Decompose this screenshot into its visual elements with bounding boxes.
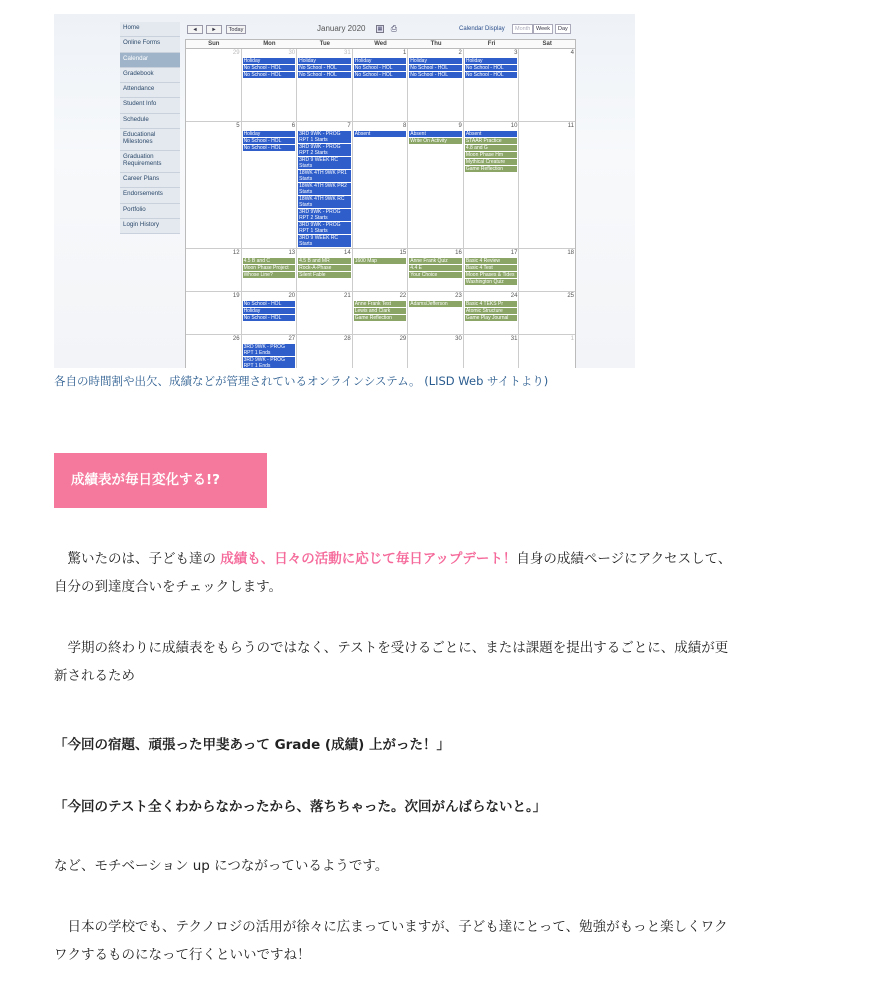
day-number: 24 bbox=[510, 293, 518, 299]
calendar-event[interactable]: Mythical Creature bbox=[465, 159, 518, 165]
day-cell[interactable] bbox=[464, 249, 520, 291]
calendar-event[interactable]: Atomic Structure bbox=[465, 308, 518, 314]
calendar-event[interactable]: Basic 4 TEKS Pr bbox=[465, 301, 518, 307]
day-number: 3 bbox=[514, 50, 518, 56]
calendar-toolbar bbox=[185, 22, 576, 39]
calendar-event[interactable]: No School - HOL bbox=[354, 65, 407, 71]
day-cell[interactable] bbox=[186, 292, 242, 334]
weekday-label: Mon bbox=[263, 41, 276, 47]
day-number: 12 bbox=[232, 250, 240, 256]
sidebar-item-graduation-requirements[interactable]: Graduation Requirements bbox=[120, 151, 180, 173]
calendar-event[interactable]: Game Reflection bbox=[354, 315, 407, 321]
day-number: 7 bbox=[347, 123, 351, 129]
sidebar-item-portfolio[interactable]: Portfolio bbox=[120, 204, 180, 219]
calendar-event[interactable]: Absent bbox=[354, 131, 407, 137]
calendar-event[interactable]: 3RD 9WK - PROG RPT 1 Ends bbox=[243, 357, 296, 368]
day-number: 1 bbox=[570, 336, 574, 342]
calendar-event[interactable]: No School - HOL bbox=[465, 72, 518, 78]
sidebar-item-endorsements[interactable]: Endorsements bbox=[120, 188, 180, 203]
calendar-event[interactable]: 3RD 9WK - PROG RPT 2 Starts bbox=[298, 144, 351, 156]
day-number: 4 bbox=[570, 50, 574, 56]
day-cell[interactable] bbox=[519, 122, 575, 248]
calendar-icon[interactable]: ▦ bbox=[377, 26, 383, 32]
calendar-event[interactable]: Moon Phase Project bbox=[243, 265, 296, 271]
day-cell[interactable] bbox=[242, 335, 298, 368]
calendar-event[interactable]: 18WK 4TH 9WK RC Starts bbox=[298, 196, 351, 208]
calendar-event[interactable]: 3RD 9WK - PROG RPT 1 Starts bbox=[298, 222, 351, 234]
today-button[interactable]: Today bbox=[226, 25, 246, 34]
calendar-event[interactable]: 3RD 9WK - PROG RPT 2 Starts bbox=[298, 209, 351, 221]
calendar-event[interactable]: No School - HOL bbox=[409, 65, 462, 71]
calendar-event[interactable]: Absent bbox=[409, 131, 462, 137]
calendar-event[interactable]: 18WK 4TH 9WK PR2 Starts bbox=[298, 183, 351, 195]
day-cell[interactable] bbox=[186, 335, 242, 368]
sidebar-item-gradebook[interactable]: Gradebook bbox=[120, 68, 180, 83]
print-icon[interactable]: ⎙ bbox=[390, 24, 398, 33]
calendar-event[interactable]: 4.5 B and MR bbox=[298, 258, 351, 264]
calendar-event[interactable]: Holiday bbox=[298, 58, 351, 64]
day-number: 13 bbox=[288, 250, 296, 256]
calendar-event[interactable]: No School - HOL bbox=[243, 65, 296, 71]
day-number: 15 bbox=[399, 250, 407, 256]
day-number: 10 bbox=[510, 123, 518, 129]
day-number: 1 bbox=[402, 50, 407, 56]
day-number: 30 bbox=[455, 336, 462, 342]
day-cell[interactable] bbox=[297, 335, 353, 368]
paragraph-2 bbox=[54, 634, 844, 690]
paragraph-1-end: 自身の成績ページにアクセスして、 bbox=[516, 551, 732, 567]
quote-2: 「今回のテスト全くわからなかったから、落ちちゃった。次回がんばらないと。」 bbox=[54, 799, 547, 815]
calendar-event[interactable]: 4.4 E bbox=[409, 265, 462, 271]
sidebar-item-calendar[interactable]: Calendar bbox=[120, 53, 180, 68]
calendar-event[interactable]: No School - HOL bbox=[465, 65, 518, 71]
calendar-event[interactable]: No School - HOL bbox=[243, 138, 296, 144]
day-number: 22 bbox=[399, 293, 407, 299]
calendar-event[interactable]: No School - HOL bbox=[243, 315, 296, 321]
sidebar-item-educational-milestones[interactable]: Educational Milestones bbox=[120, 129, 180, 151]
weekday-label: Thu bbox=[430, 41, 442, 47]
calendar-event[interactable]: Anne Frank Test bbox=[354, 301, 407, 307]
day-number: 17 bbox=[510, 250, 518, 256]
calendar-event[interactable]: 4.8 and G bbox=[465, 145, 518, 151]
calendar-event[interactable]: Your Choice bbox=[409, 272, 462, 278]
day-number: 11 bbox=[567, 123, 574, 129]
calendar-event[interactable]: STAAR Practice bbox=[465, 138, 518, 144]
paragraph-2-line-2: 新されるため bbox=[54, 668, 135, 684]
calendar-event[interactable]: Basic 4 Test bbox=[465, 265, 518, 271]
day-number: 23 bbox=[455, 293, 462, 299]
calendar-event[interactable]: 18WK 4TH 9WK PR1 Starts bbox=[298, 170, 351, 182]
sidebar-item-login-history[interactable]: Login History bbox=[120, 219, 180, 234]
section-heading: 成績表が毎日変化する!? bbox=[54, 453, 267, 508]
sidebar-item-attendance[interactable]: Attendance bbox=[120, 83, 180, 98]
day-cell[interactable] bbox=[186, 249, 242, 291]
calendar-event[interactable]: Write On Activity bbox=[409, 138, 462, 144]
day-number: 20 bbox=[288, 293, 296, 299]
day-cell[interactable] bbox=[242, 292, 298, 334]
day-number: 27 bbox=[288, 336, 296, 342]
day-cell[interactable] bbox=[186, 49, 242, 121]
calendar-event[interactable]: 3RD 9 WEEK RC Starts bbox=[298, 157, 351, 169]
paragraph-4 bbox=[54, 913, 844, 969]
calendar-display-link[interactable]: Calendar Display bbox=[459, 26, 505, 32]
calendar-event[interactable]: No School - HOL bbox=[298, 65, 351, 71]
weekday-label: Fri bbox=[487, 41, 496, 47]
calendar-event[interactable]: Silent Fable bbox=[298, 272, 351, 278]
day-cell[interactable] bbox=[464, 49, 520, 121]
sidebar-item-schedule[interactable]: Schedule bbox=[120, 114, 180, 129]
day-cell[interactable] bbox=[408, 335, 464, 368]
calendar bbox=[185, 22, 576, 368]
day-cell[interactable] bbox=[519, 292, 575, 334]
day-number: 29 bbox=[232, 50, 240, 56]
day-number: 18 bbox=[567, 250, 574, 256]
calendar-event[interactable]: Holiday bbox=[243, 131, 296, 137]
paragraph-1-start: 驚いたのは、子ども達の bbox=[54, 551, 221, 567]
sidebar-item-career-plans[interactable]: Career Plans bbox=[120, 173, 180, 188]
day-cell[interactable] bbox=[242, 249, 298, 291]
calendar-event[interactable]: 3RD 9WK - PROG RPT 1 Starts bbox=[298, 131, 351, 143]
calendar-event[interactable]: Rock-A-Phase bbox=[298, 265, 351, 271]
day-cell[interactable] bbox=[297, 249, 353, 291]
calendar-event[interactable]: No School - HOL bbox=[354, 72, 407, 78]
calendar-event[interactable]: No School - HOL bbox=[243, 72, 296, 78]
week-row bbox=[186, 249, 575, 292]
day-cell[interactable] bbox=[353, 335, 409, 368]
sidebar-item-home[interactable]: Home bbox=[120, 22, 180, 37]
calendar-event[interactable]: Basic 4 Review bbox=[465, 258, 518, 264]
week-row bbox=[186, 122, 575, 249]
day-number: 26 bbox=[232, 336, 240, 342]
day-number: 16 bbox=[455, 250, 462, 256]
calendar-event[interactable]: Washington Quiz bbox=[465, 279, 518, 285]
calendar-event[interactable]: No School - HOL bbox=[243, 145, 296, 151]
day-cell[interactable] bbox=[408, 249, 464, 291]
day-number: 5 bbox=[236, 123, 240, 129]
day-number: 28 bbox=[344, 336, 351, 342]
month-view-button[interactable]: Month bbox=[512, 24, 533, 34]
image-caption: 各自の時間割や出欠、成績などが管理されているオンラインシステム。 (LISD Web サイトより) bbox=[54, 374, 549, 388]
paragraph-3: など、モチベーション up につながっているようです。 bbox=[54, 858, 389, 874]
calendar-event[interactable]: Holiday bbox=[354, 58, 407, 64]
weekday-label: Wed bbox=[374, 41, 387, 47]
day-number: 21 bbox=[344, 293, 351, 299]
week-row bbox=[186, 335, 575, 368]
weekday-label: Sun bbox=[208, 41, 220, 47]
weekday-header bbox=[185, 39, 576, 48]
day-number: 25 bbox=[567, 293, 574, 299]
week-row bbox=[186, 49, 575, 122]
day-number: 9 bbox=[458, 123, 462, 129]
day-cell[interactable] bbox=[408, 292, 464, 334]
day-cell[interactable] bbox=[519, 335, 575, 368]
day-cell[interactable] bbox=[297, 292, 353, 334]
day-cell[interactable] bbox=[519, 49, 575, 121]
day-cell[interactable] bbox=[297, 49, 353, 121]
paragraph-1 bbox=[54, 545, 844, 601]
calendar-event[interactable]: Whose Line? bbox=[243, 272, 296, 278]
calendar-event[interactable]: Holiday bbox=[243, 308, 296, 314]
day-number: 14 bbox=[344, 250, 351, 256]
day-cell[interactable] bbox=[297, 122, 353, 248]
day-cell[interactable] bbox=[186, 122, 242, 248]
day-cell[interactable] bbox=[464, 292, 520, 334]
calendar-title: January 2020 bbox=[317, 24, 366, 33]
day-number: 30 bbox=[288, 50, 296, 56]
day-number: 31 bbox=[344, 50, 351, 56]
day-cell[interactable] bbox=[242, 122, 298, 248]
highlight-text: 成績も、日々の活動に応じて毎日アップデート！ bbox=[220, 551, 517, 567]
calendar-event[interactable]: Absent bbox=[465, 131, 518, 137]
calendar-event[interactable]: Lewis and Clark bbox=[354, 308, 407, 314]
day-cell[interactable] bbox=[408, 49, 464, 121]
calendar-event[interactable]: No School - HOL bbox=[243, 301, 296, 307]
sidebar-item-student-info[interactable]: Student Info bbox=[120, 98, 180, 113]
calendar-event[interactable]: No School - HOL bbox=[409, 72, 462, 78]
quote-1: 「今回の宿題、頑張った甲斐あって Grade (成績) 上がった！」 bbox=[54, 737, 450, 753]
day-number: 19 bbox=[232, 293, 240, 299]
day-number: 29 bbox=[399, 336, 407, 342]
paragraph-2-line-1: 学期の終わりに成績表をもらうのではなく、テストを受けるごとに、または課題を提出するごとに、成績が更 bbox=[54, 640, 729, 656]
month-grid bbox=[185, 48, 576, 368]
day-cell[interactable] bbox=[353, 49, 409, 121]
lisd-calendar-screenshot bbox=[54, 14, 635, 368]
calendar-event[interactable]: Holiday bbox=[243, 58, 296, 64]
day-number: 31 bbox=[510, 336, 518, 342]
weekday-label: Sat bbox=[542, 41, 552, 47]
calendar-event[interactable]: Game Play Journal bbox=[465, 315, 518, 321]
day-cell[interactable] bbox=[353, 122, 409, 248]
calendar-event[interactable]: Moon Phases & Tides bbox=[465, 272, 518, 278]
day-cell[interactable] bbox=[408, 122, 464, 248]
paragraph-4-line-2: ワクするものになって行くといいですね！ bbox=[54, 947, 311, 963]
day-cell[interactable] bbox=[464, 335, 520, 368]
week-view-button[interactable]: Week bbox=[533, 24, 553, 34]
day-number: 8 bbox=[402, 123, 407, 129]
day-cell[interactable] bbox=[353, 292, 409, 334]
calendar-event[interactable]: 3RD 9WK - PROG RPT 1 Ends bbox=[243, 344, 296, 356]
day-number: 2 bbox=[458, 50, 462, 56]
week-row bbox=[186, 292, 575, 335]
calendar-event[interactable]: Moon Phase Hm bbox=[465, 152, 518, 158]
prev-month-button[interactable]: ◄ bbox=[187, 25, 203, 34]
calendar-event[interactable]: Adams/Jefferson bbox=[409, 301, 462, 307]
day-cell[interactable] bbox=[353, 249, 409, 291]
calendar-event[interactable]: Holiday bbox=[465, 58, 518, 64]
calendar-event[interactable]: Holiday bbox=[409, 58, 462, 64]
day-number: 6 bbox=[291, 123, 296, 129]
day-cell[interactable] bbox=[464, 122, 520, 248]
calendar-event[interactable]: 4.5 B and C bbox=[243, 258, 296, 264]
calendar-event[interactable]: 1600 Map bbox=[354, 258, 407, 264]
day-cell[interactable] bbox=[242, 49, 298, 121]
next-month-button[interactable]: ► bbox=[206, 25, 222, 34]
paragraph-1-line-2: 自分の到達度合いをチェックします。 bbox=[54, 579, 283, 595]
day-cell[interactable] bbox=[519, 249, 575, 291]
calendar-event[interactable]: 3RD 9 WEEK RC Starts bbox=[298, 235, 351, 247]
calendar-event[interactable]: No School - HOL bbox=[298, 72, 351, 78]
sidebar-nav bbox=[120, 22, 180, 234]
calendar-event[interactable]: Anne Frank Quiz bbox=[409, 258, 462, 264]
calendar-event[interactable]: Game Reflection bbox=[465, 166, 518, 172]
paragraph-4-line-1: 日本の学校でも、テクノロジの活用が徐々に広まっていますが、子ども達にとって、勉強がもっと楽しくワク bbox=[54, 919, 728, 935]
day-view-button[interactable]: Day bbox=[555, 24, 571, 34]
sidebar-item-online-forms[interactable]: Online Forms bbox=[120, 37, 180, 52]
weekday-label: Tue bbox=[319, 41, 331, 47]
